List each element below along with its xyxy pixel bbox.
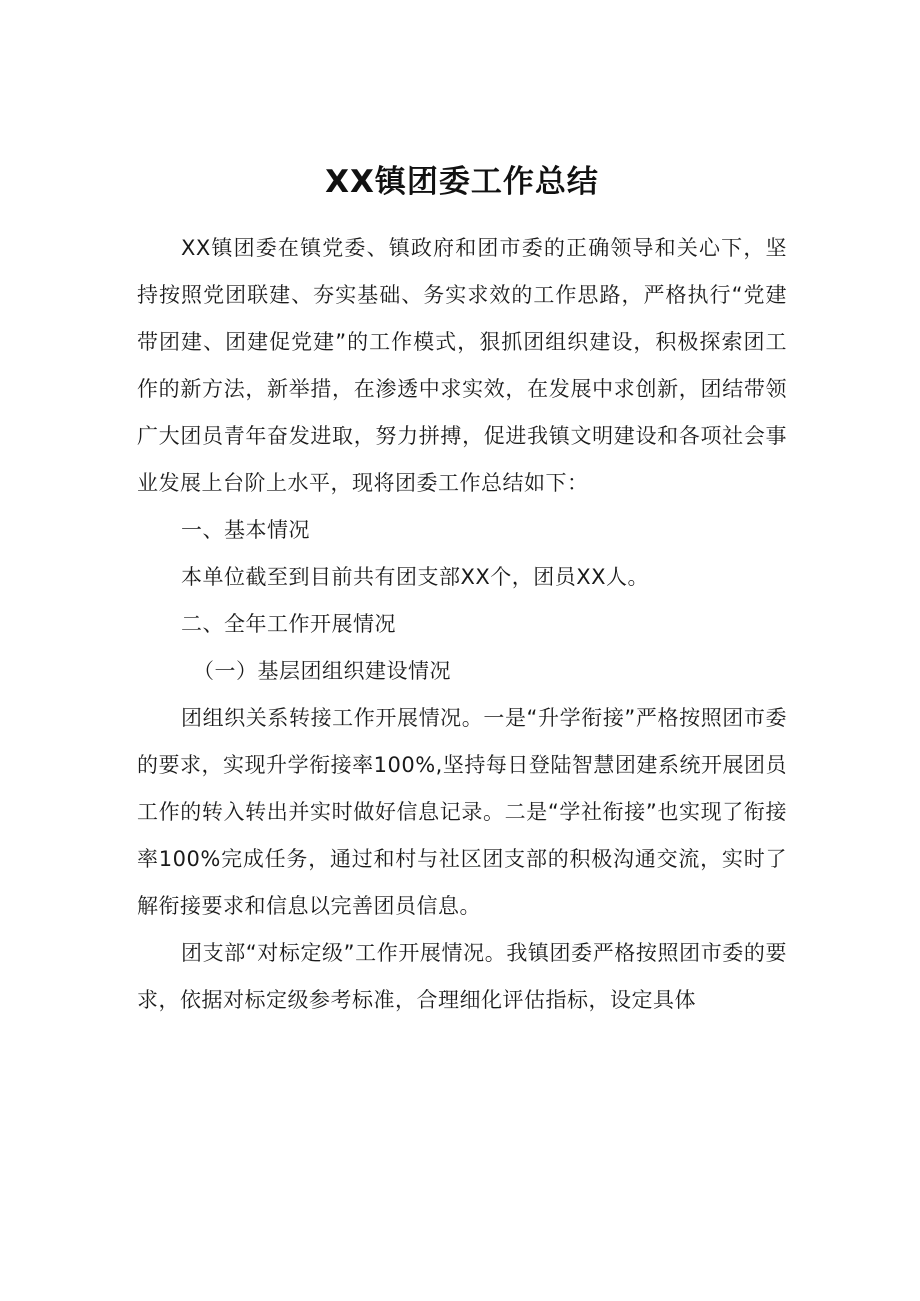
- intro-paragraph: XX镇团委在镇党委、镇政府和团市委的正确领导和关心下，坚持按照党团联建、夯实基础、务实求效的工作思路，严格执行“党建带团建、团建促党建”的工作模式，狠抓团组织建设，积极探索团工作的新方法，新举措，在渗透中求实效，在发展中求创新，团结带领广大团员青年奋发进取，努力拼搏，促进我镇文明建设和各项社会事业发展上台阶上水平，现将团委工作总结如下：: [137, 236, 787, 495]
- subsection-heading-grassroots-organization: （一）基层团组织建设情况: [193, 659, 451, 683]
- basic-situation-paragraph: 本单位截至到目前共有团支部XX个，团员XX人。: [181, 565, 650, 589]
- benchmark-grading-paragraph: 团支部“对标定级”工作开展情况。我镇团委严格按照团市委的要求，依据对标定级参考标准，合理细化评估指标，设定具体: [137, 941, 787, 1012]
- section-heading-basic-situation: 一、基本情况: [181, 518, 310, 542]
- section-heading-annual-work: 二、全年工作开展情况: [181, 612, 396, 636]
- document-title: XX镇团委工作总结: [325, 164, 599, 200]
- document-body: [137, 155, 787, 1024]
- organization-transfer-paragraph: 团组织关系转接工作开展情况。一是“升学衔接”严格按照团市委的要求，实现升学衔接率100%,坚持每日登陆智慧团建系统开展团员工作的转入转出并实时做好信息记录。二是“学社衔接”也实现了衔接率100%完成任务，通过和村与社区团支部的积极沟通交流，实时了解衔接要求和信息以完善团员信息。: [137, 706, 787, 918]
